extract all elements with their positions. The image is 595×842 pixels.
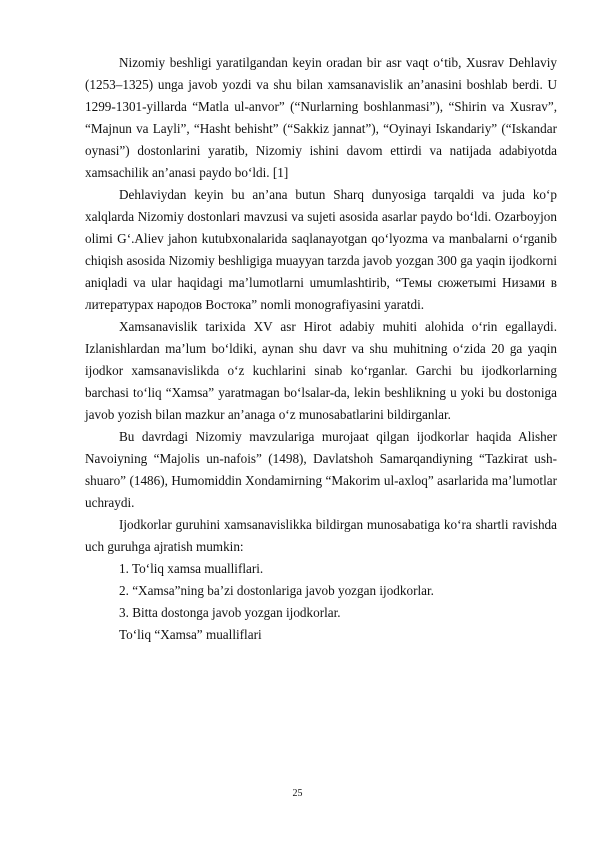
paragraph-bu-davrdagi: Bu davrdagi Nizomiy mavzulariga murojaat qilgan ijodkorlar haqida Alisher Navoiyning “Majolis un-nafois” (1498), Davlatshoh Samarqandiyning “Tazkirat ush-shuaro” (1486), Humomiddin Xondamirning “Makorim ul-axloq” asarlarida ma’lumotlar uchraydi. xyxy=(85,429,557,510)
list-item-1: 1. To‘liq xamsa mualliflari. xyxy=(119,561,264,576)
section-heading: To‘liq “Xamsa” mualliflari xyxy=(119,627,262,642)
document-page xyxy=(85,52,557,646)
paragraph-xusrav-dehlaviy: Nizomiy beshligi yaratilgandan keyin oradan bir asr vaqt o‘tib, Xusrav Dehlaviy (1253–1325) unga javob yozdi va shu bilan xamsanavislik an’anasini boshlab berdi. U 1299-1301-yillarda “Matla ul-anvor” (“Nurlarning boshlanmasi”), “Shirin va Xusrav”, “Majnun va Layli”, “Hasht behisht” (“Sakkiz jannat”), “Oyinayi Iskandariy” (“Iskandar oynasi”) dostonlarini yaratib, Nizomiy ishini davom ettirdi va natijada adabiyotda xamsachilik an’anasi paydo bo‘ldi. [1] xyxy=(85,55,557,180)
page-number: 25 xyxy=(292,788,303,799)
paragraph-dehlaviydan-keyin: Dehlaviydan keyin bu an’ana butun Sharq dunyosiga tarqaldi va juda ko‘p xalqlarda Nizomiy dostonlari mavzusi va sujeti asosida asarlar paydo bo‘ldi. Ozarboyjon olimi G‘.Aliev jahon kutubxonalarida saqlanayotgan qo‘lyozma va manbalarni o‘rganib chiqish asosida Nizomiy beshligiga muayyan tarzda javob yozgan 300 ga yaqin ijodkorni aniqladi va ular haqidagi ma’lumotlarni umumlashtirib, “Темы сюжетыmi Низами в литературах народов Востока” nomli monografiyasini yaratdi. xyxy=(85,187,557,312)
list-item-3: 3. Bitta dostonga javob yozgan ijodkorlar. xyxy=(119,605,341,620)
paragraph-ijodkorlar-guruhi: Ijodkorlar guruhini xamsanavislikka bildirgan munosabatiga ko‘ra shartli ravishda uch guruhga ajratish mumkin: xyxy=(85,517,557,554)
list-item-2: 2. “Xamsa”ning ba’zi dostonlariga javob yozgan ijodkorlar. xyxy=(119,583,434,598)
paragraph-xv-asr-hirot: Xamsanavislik tarixida XV asr Hirot adabiy muhiti alohida o‘rin egallaydi. Izlanishlardan ma’lum bo‘ldiki, aynan shu davr va shu muhitning o‘zida 20 ga yaqin ijodkor xamsanavislikda o‘z kuchlarini sinab ko‘rganlar. Garchi bu ijodkorlarning barchasi to‘liq “Xamsa” yaratmagan bo‘lsalar-da, lekin beshlikning u yoki bu dostoniga javob yozish bilan mazkur an’anaga o‘z munosabatlarini bildirganlar. xyxy=(85,319,557,422)
